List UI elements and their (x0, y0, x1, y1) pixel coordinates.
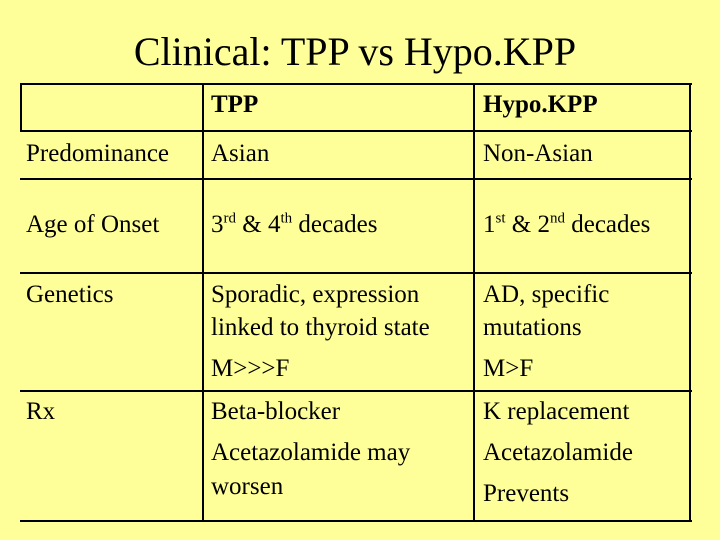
cell-hypokpp-age-of-onset (483, 208, 650, 241)
table-border-left (20, 83, 22, 132)
slide-title: Clinical: TPP vs Hypo.KPP (133, 29, 577, 74)
ordinal-suffix: nd (549, 210, 565, 227)
cell-tpp-rx-line1: Beta-blocker (211, 398, 341, 425)
column-divider (473, 83, 475, 522)
row-divider (20, 130, 692, 132)
cell-text: decades (292, 211, 378, 238)
header-hypokpp: Hypo.KPP (483, 91, 598, 118)
table-border-top (20, 83, 692, 85)
cell-hypokpp-genetics-line3: M>F (483, 355, 534, 382)
row-label-age-of-onset: Age of Onset (26, 211, 160, 238)
cell-hypokpp-genetics-line2: mutations (483, 314, 582, 341)
table-border-right (689, 83, 691, 522)
row-divider (20, 178, 692, 180)
ordinal-number: 3 (211, 211, 224, 238)
row-divider (20, 390, 692, 392)
ordinal-number: & 2 (505, 211, 550, 238)
column-divider (202, 83, 204, 522)
cell-tpp-genetics-line1: Sporadic, expression (211, 281, 420, 308)
cell-hypokpp-rx-line1: K replacement (483, 398, 630, 425)
row-label-genetics: Genetics (26, 281, 114, 308)
cell-tpp-genetics-line3: M>>>F (211, 355, 290, 382)
row-divider (20, 272, 692, 274)
ordinal-suffix: st (495, 210, 506, 227)
cell-text: decades (564, 211, 651, 238)
cell-tpp-rx-line2: Acetazolamide may (211, 439, 411, 466)
row-label-rx: Rx (26, 398, 56, 425)
cell-tpp-genetics-line2: linked to thyroid state (211, 314, 430, 341)
ordinal-number: & 4 (236, 211, 281, 238)
cell-tpp-age-of-onset (211, 208, 378, 241)
ordinal-suffix: rd (223, 210, 236, 227)
row-label-predominance: Predominance (26, 140, 170, 167)
cell-tpp-rx-line3: worsen (211, 473, 284, 500)
cell-hypokpp-predominance: Non-Asian (483, 140, 593, 167)
cell-tpp-predominance: Asian (211, 140, 270, 167)
cell-hypokpp-genetics-line1: AD, specific (483, 281, 610, 308)
header-tpp: TPP (211, 91, 259, 118)
table-border-bottom (20, 520, 692, 522)
ordinal-number: 1 (483, 211, 496, 238)
cell-hypokpp-rx-line3: Prevents (483, 480, 570, 507)
ordinal-suffix: th (280, 210, 293, 227)
cell-hypokpp-rx-line2: Acetazolamide (483, 439, 633, 466)
